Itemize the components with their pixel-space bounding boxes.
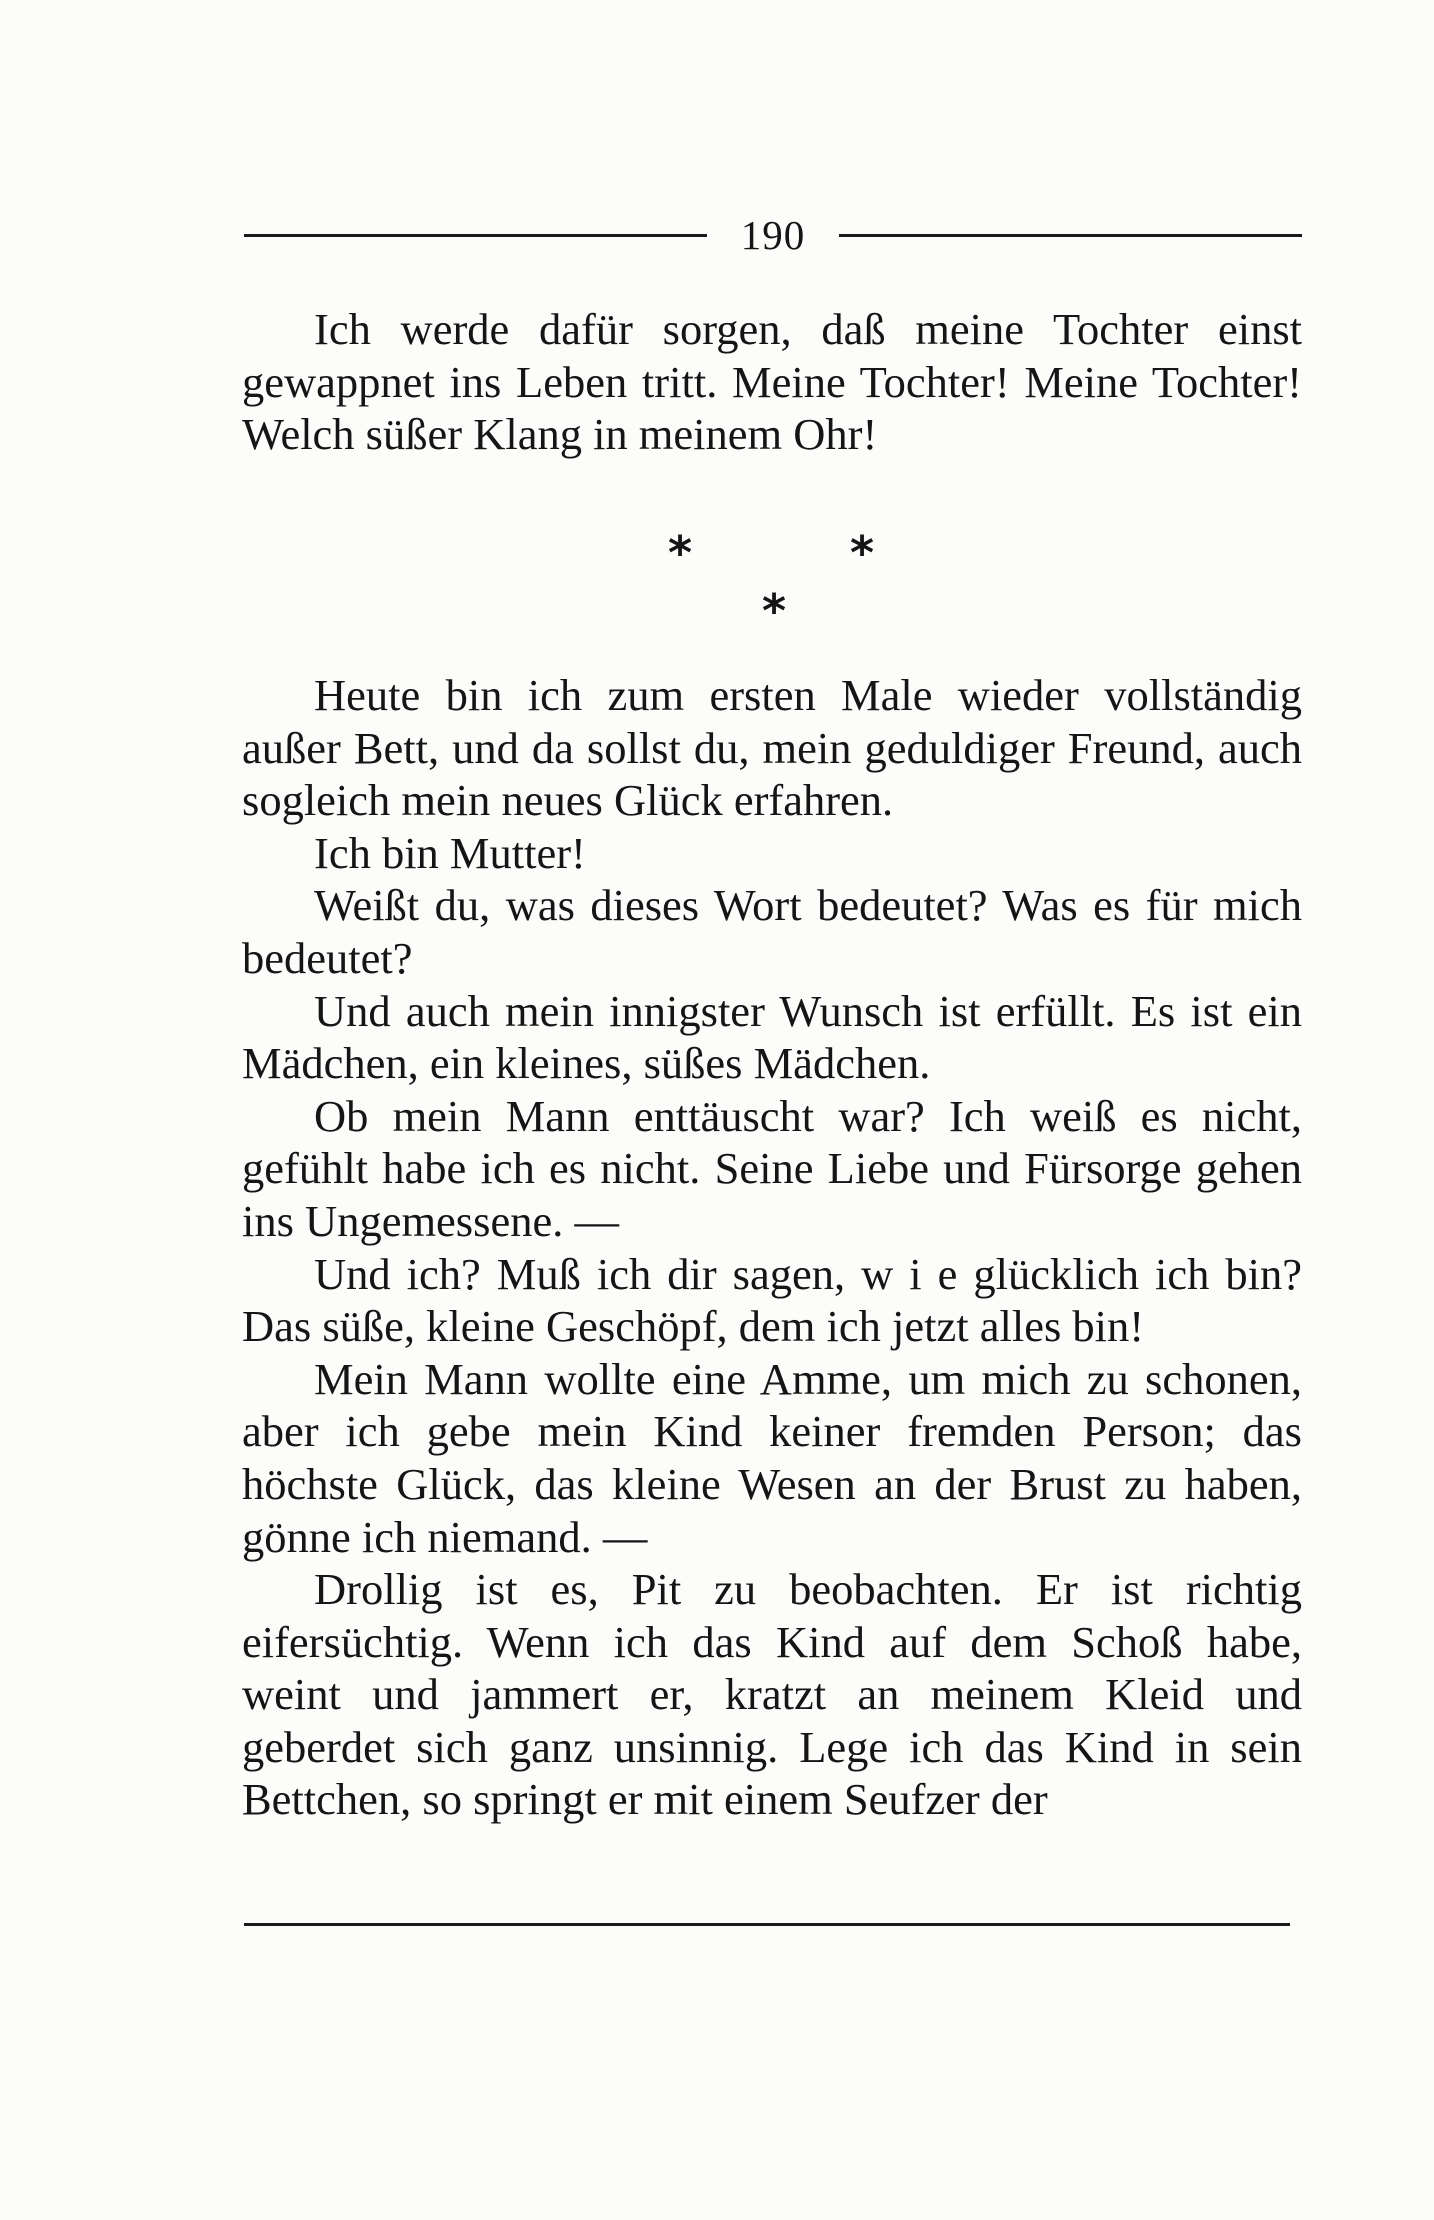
header-rule-left	[244, 234, 707, 237]
paragraph: Heute bin ich zum ersten Male wieder vollständig außer Bett, und da sollst du, mein geduldiger Freund, auch sogleich mein neues Glück erfahren.	[242, 670, 1302, 826]
paragraph: Weißt du, was dieses Wort bedeutet? Was es für mich bedeutet?	[242, 880, 1302, 983]
paragraph: Und ich? Muß ich dir sagen, w i e glücklich ich bin? Das süße, kleine Geschöpf, dem ich jetzt alles bin!	[242, 1248, 1302, 1352]
paragraph: Und auch mein innigster Wunsch ist erfüllt. Es ist ein Mädchen, ein kleines, süßes Mädchen.	[242, 985, 1302, 1089]
footer-rule	[244, 1923, 1290, 1926]
page-number: 190	[740, 211, 806, 258]
paragraph: Ich werde dafür sorgen, daß meine Tochter einst gewappnet ins Leben tritt. Meine Tochter! Meine Tochter! Welch süßer Klang in meinem Ohr!	[242, 304, 1302, 460]
text-block-main	[242, 669, 1302, 1826]
paragraph: Drollig ist es, Pit zu beobachten. Er ist richtig eifersüchtig. Wenn ich das Kind auf dem Schoß habe, weint und jammert er, kratzt an meinem Kleid und geberdet sich ganz unsinnig. Lege ich das Kind in sein Bettchen, so springt er mit einem Seufzer der	[242, 1564, 1302, 1825]
asterisk-glyph: *	[850, 526, 875, 580]
header-rule-right	[839, 234, 1302, 237]
asterisk-glyph: *	[762, 584, 787, 638]
asterism-section-break	[0, 526, 1434, 640]
text-block-top	[242, 303, 1302, 461]
asterisk-glyph: *	[668, 526, 693, 580]
paragraph: Mein Mann wollte eine Amme, um mich zu schonen, aber ich gebe mein Kind keiner fremden Person; das höchste Glück, das kleine Wesen an der Brust zu haben, gönne ich niemand. —	[242, 1353, 1302, 1562]
paragraph: Ob mein Mann enttäuscht war? Ich weiß es nicht, gefühlt habe ich es nicht. Seine Liebe und Fürsorge gehen ins Ungemessene. —	[242, 1090, 1302, 1246]
page-header	[244, 205, 1302, 265]
paragraph: Ich bin Mutter!	[314, 827, 586, 878]
